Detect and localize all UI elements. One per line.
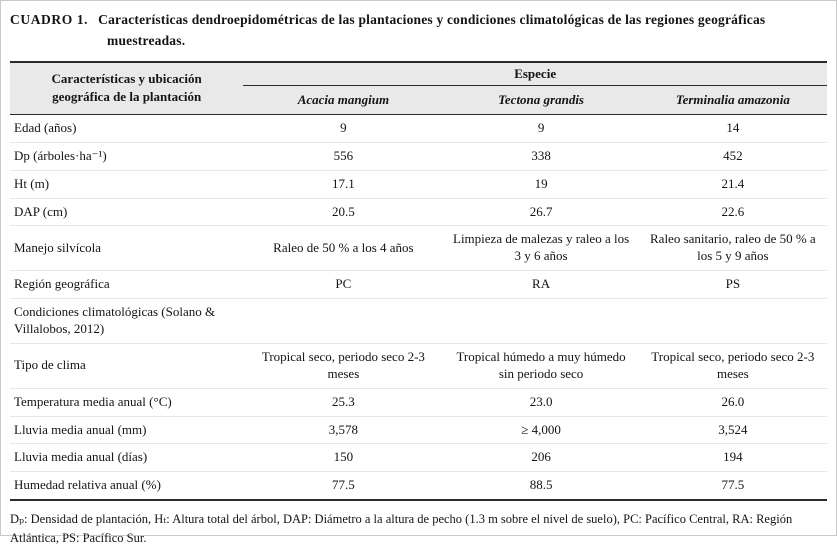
cell-value: 3,524 — [639, 416, 827, 444]
table-row — [10, 271, 827, 299]
cell-value: 19 — [443, 170, 638, 198]
table-caption — [10, 10, 827, 52]
table-row — [10, 226, 827, 271]
cell-value: 338 — [443, 142, 638, 170]
table-row — [10, 343, 827, 388]
cell-value: RA — [443, 271, 638, 299]
cell-value: Limpieza de malezas y raleo a los 3 y 6 años — [443, 226, 638, 271]
cell-value: 26.0 — [639, 388, 827, 416]
table-row — [10, 170, 827, 198]
cell-value — [639, 299, 827, 344]
table-row — [10, 198, 827, 226]
table-row — [10, 444, 827, 472]
footnote: Dₚ: Densidad de plantación, Hₜ: Altura total del árbol, DAP: Diámetro a la altura de pecho (1.3 m sobre el nivel de suelo), PC: Pacífico Central, RA: Región Atlántica, PS: Pacífico Sur. — [10, 512, 793, 545]
cell-value: 556 — [243, 142, 443, 170]
cell-value: 22.6 — [639, 198, 827, 226]
column-header-species-0: Acacia mangium — [243, 85, 443, 114]
table-body — [10, 114, 827, 500]
cell-value: 14 — [639, 114, 827, 142]
table-row — [10, 416, 827, 444]
row-label: Tipo de clima — [10, 343, 243, 388]
row-label: Humedad relativa anual (%) — [14, 477, 161, 493]
cell-value: 17.1 — [243, 170, 443, 198]
row-label: Manejo silvícola — [10, 226, 243, 271]
row-label: DAP (cm) — [10, 198, 243, 226]
table-row — [10, 142, 827, 170]
row-label: Temperatura media anual (°C) — [10, 388, 243, 416]
cell-value: ≥ 4,000 — [443, 416, 638, 444]
cell-value: 9 — [243, 114, 443, 142]
row-label: Lluvia media anual (días) — [10, 444, 243, 472]
cell-value: PS — [639, 271, 827, 299]
table-row — [10, 114, 827, 142]
cell-value: 20.5 — [243, 198, 443, 226]
cell-value: PC — [243, 271, 443, 299]
table-row — [10, 388, 827, 416]
group-header-row — [10, 62, 827, 86]
cell-value: 150 — [243, 444, 443, 472]
row-label: Región geográfica — [10, 271, 243, 299]
cell-value: 452 — [639, 142, 827, 170]
cell-value: 25.3 — [243, 388, 443, 416]
cell-value: Tropical húmedo a muy húmedo sin periodo seco — [443, 343, 638, 388]
cell-value: 23.0 — [443, 388, 638, 416]
cell-value: 9 — [443, 114, 638, 142]
table-row — [10, 299, 827, 344]
row-label: Ht (m) — [10, 170, 243, 198]
cell-value: 77.5 — [721, 477, 745, 493]
cell-value: 194 — [639, 444, 827, 472]
cell-value: 206 — [443, 444, 638, 472]
cell-value: 26.7 — [443, 198, 638, 226]
caption-text: Características dendroepidométricas de las plantaciones y condiciones climatológicas de las regiones geográficas muestreadas. — [98, 12, 766, 48]
cell-value: Tropical seco, periodo seco 2-3 meses — [639, 343, 827, 388]
row-header-cell: Características y ubicación geográfica de la plantación — [10, 62, 243, 115]
cell-value: 88.5 — [529, 477, 553, 493]
cell-value: Raleo de 50 % a los 4 años — [243, 226, 443, 271]
column-header-species-1: Tectona grandis — [443, 85, 638, 114]
row-label: Dp (árboles·ha⁻¹) — [10, 142, 243, 170]
table-row — [10, 472, 827, 500]
data-table — [10, 61, 827, 501]
cell-value: 21.4 — [639, 170, 827, 198]
cell-value: Raleo sanitario, raleo de 50 % a los 5 y 9 años — [639, 226, 827, 271]
cell-value — [443, 299, 638, 344]
caption-label: CUADRO 1. — [10, 12, 89, 27]
row-label: Condiciones climatológicas (Solano & Villalobos, 2012) — [10, 299, 243, 344]
column-header-species-2: Terminalia amazonia — [639, 85, 827, 114]
row-label: Edad (años) — [10, 114, 243, 142]
cell-value: Tropical seco, periodo seco 2-3 meses — [243, 343, 443, 388]
cell-value: 77.5 — [332, 477, 355, 493]
row-label: Lluvia media anual (mm) — [10, 416, 243, 444]
cell-value: 3,578 — [243, 416, 443, 444]
cell-value — [243, 299, 443, 344]
species-group-header: Especie — [243, 62, 827, 86]
table-header — [10, 62, 827, 115]
